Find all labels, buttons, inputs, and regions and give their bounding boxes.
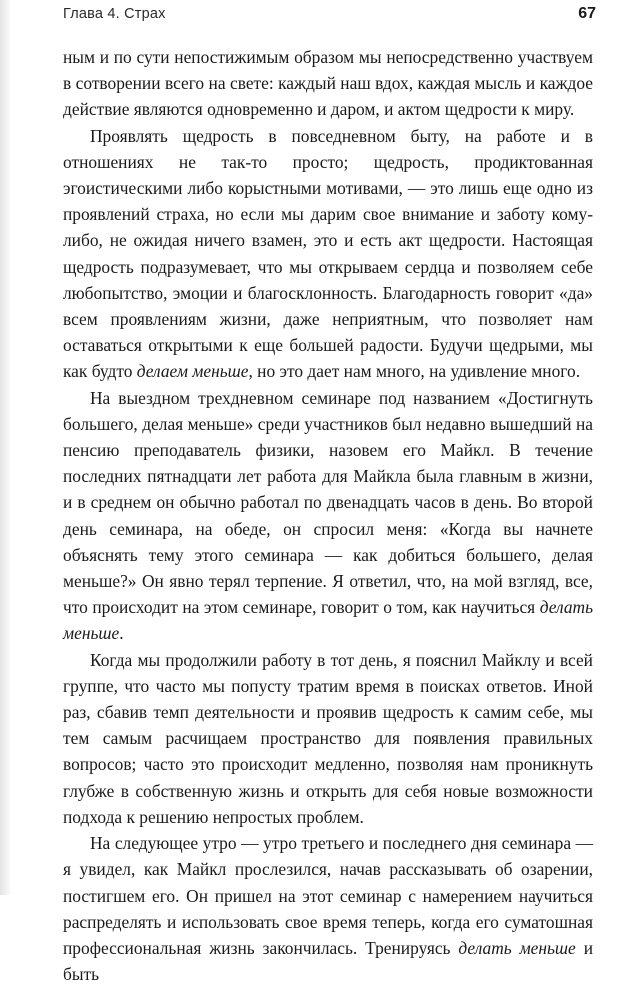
paragraph-4-text: Когда мы продолжили работу в тот день, я пояснил Майклу и всей группе, что часто мы попусту тратим время в поисках ответов. Иной раз, сбавив темп деятельности и проявив щедрость к самим себе, мы тем самым расчищаем пространство для появления правильных вопросов; часто это происходит медленно, позволяя нам проникнуть глубже в собственную жизнь и открыть для себя новые возможности подхода к решению непростых проблем. xyxy=(63,649,593,827)
paragraph-5 xyxy=(63,830,593,987)
running-head xyxy=(63,6,596,30)
paragraph-4 xyxy=(63,647,593,830)
body-text xyxy=(63,44,593,987)
paragraph-1 xyxy=(63,44,593,123)
page-number: 67 xyxy=(578,5,596,22)
paragraph-3-text-end: . xyxy=(119,623,124,644)
paragraph-3-italic: делать меньше xyxy=(63,597,593,644)
chapter-title: Глава 4. Страх xyxy=(63,6,166,22)
paragraph-3 xyxy=(63,385,593,647)
paragraph-5-italic: делать меньше xyxy=(458,937,576,958)
paragraph-3-text: На выездном трехдневном семинаре под названием «Достигнуть большего, делая меньше» среди участников был недавно вышедший на пенсию преподаватель физики, назовем его Майкл. В течение последних пятнадцати лет работа для Майкла была главным в жизни, и в среднем он обычно работал по двенадцать часов в день. Во второй день семинара, на обеде, он спросил меня: «Когда вы начнете объяснять тему этого семинара — как добиться большего, делая меньше?» Он явно терял терпение. Я ответил, что, на мой взгляд, все, что происходит на этом семинаре, говорит о том, как научиться xyxy=(63,387,593,618)
paragraph-2-text-end: , но это дает нам много, на удивление много. xyxy=(248,361,581,382)
paragraph-5-text-end: и быть xyxy=(63,937,593,985)
paragraph-2-italic: делаем меньше xyxy=(136,361,249,382)
scan-edge-shadow xyxy=(0,0,12,895)
paragraph-2-text: Проявлять щедрость в повседневном быту, на работе и в отношениях не так-то просто; щедрость, продиктованная эгоистическими либо корыстными мотивами, — это лишь еще одно из проявлений страха, но если мы дарим свое внимание и заботу кому-либо, не ожидая ничего взамен, это и есть акт щедрости. Настоящая щедрость подразумевает, что мы открываем сердца и позволяем себе любопытство, эмоции и благосклонность. Благодарность говорит «да» всем проявлениям жизни, даже неприятным, что позволяет нам оставаться открытыми к еще большей радости. Будучи щедрыми, мы как будто xyxy=(63,125,593,382)
paragraph-5-text: На следующее утро — утро третьего и последнего дня семинара — я увидел, как Майкл прослезился, начав рассказывать об озарении, постигшем его. Он пришел на этот семинар с намерением научиться распределять и использовать свое время теперь, когда его суматошная профессиональная жизнь закончилась. Тренируясь xyxy=(63,833,593,958)
paragraph-2 xyxy=(63,123,593,385)
paragraph-1-text: ным и по сути непостижимым образом мы непосредственно участвуем в сотворении всего на свете: каждый наш вдох, каждая мысль и каждое действие являются одновременно и даром, и актом щедрости к миру. xyxy=(63,47,593,120)
